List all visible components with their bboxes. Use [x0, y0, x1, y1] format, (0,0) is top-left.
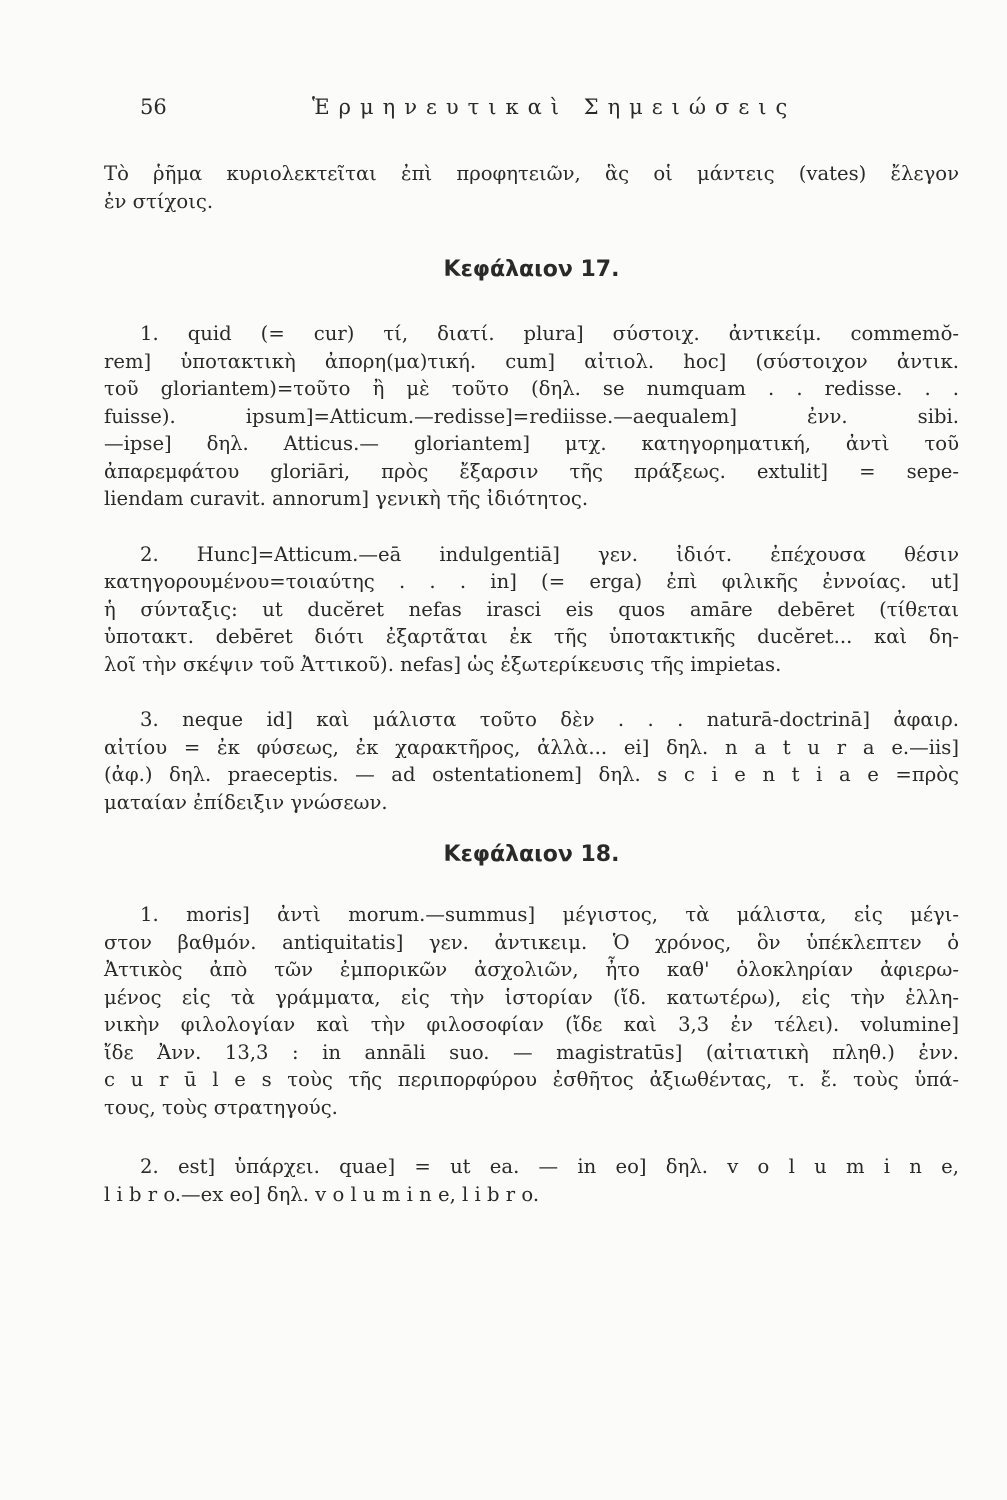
text-line: 1. moris] ἀντὶ morum.—summus] μέγιστος, τὰ μάλιστα, εἰς μέγι-: [140, 903, 959, 926]
text-line: ματαίαν ἐπίδειξιν γνώσεων.: [104, 790, 388, 814]
text-line: ἀπαρεμφάτου gloriāri, πρὸς ἔξαρσιν τῆς πράξεως. extulit] = sepe-: [104, 459, 959, 483]
paragraph: [104, 320, 959, 513]
text-line: τοῦ gloriantem)=τοῦτο ἢ μὲ τοῦτο (δηλ. se numquam . . redisse. . .: [104, 377, 959, 400]
text-line: 2. Hunc]=Atticum.—eā indulgentiā] γεν. ἰδιότ. ἐπέχουσα θέσιν: [140, 542, 959, 566]
text-line: (ἀφ.) δηλ. praeceptis. — ad ostentationem] δηλ. s c i e n t i a e =πρὸς: [104, 763, 959, 786]
intro-paragraph: [104, 160, 959, 215]
text-line: c u r ū l e s τοὺς τῆς περιπορφύρου ἐσθῆτος ἀξιωθέντας, τ. ἔ. τοὺς ὑπά-: [104, 1068, 959, 1091]
text-line: 3. neque id] καὶ μάλιστα τοῦτο δὲν . . . naturā-doctrinā] ἀφαιρ.: [140, 708, 959, 731]
text-line: μένος εἰς τὰ γράμματα, εἰς τὴν ἱστορίαν (ἴδ. κατωτέρω), εἰς τὴν ἑλλη-: [104, 985, 959, 1009]
text-line: Τὸ ῥῆμα κυριολεκτεῖται ἐπὶ προφητειῶν, ἃς οἱ μάντεις (vates) ἔλεγον: [104, 162, 959, 185]
text-line: Ἀττικὸς ἀπὸ τῶν ἐμπορικῶν ἀσχολιῶν, ἦτο καθ' ὁλοκληρίαν ἀφιερω-: [104, 958, 959, 981]
text-line: l i b r o.—ex eo] δηλ. v o l u m i n e, l i b r o.: [104, 1182, 540, 1206]
running-head: [140, 95, 820, 135]
text-line: ὑποτακτ. debēret διότι ἐξαρτᾶται ἐκ τῆς ὑποτακτικῆς ducĕret... καὶ δη-: [104, 625, 959, 648]
text-line: στον βαθμόν. antiquitatis] γεν. ἀντικειμ. Ὁ χρόνος, ὃν ὑπέκλεπτεν ὁ: [104, 930, 959, 954]
text-line: τους, τοὺς στρατηγούς.: [104, 1095, 338, 1119]
text-line: —ipse] δηλ. Atticus.— gloriantem] μτχ. κατηγορηματική, ἀντὶ τοῦ: [104, 432, 959, 455]
text-line: fuisse). ipsum]=Atticum.—redisse]=rediisse.—aequalem] ἐνν. sibi.: [104, 404, 959, 428]
paragraph: [104, 541, 959, 679]
text-line: ἐν στίχοις.: [104, 189, 214, 213]
text-line: rem] ὑποτακτικὴ ἀπορη(μα)τική. cum] αἰτιολ. hoc] (σύστοιχον ἀντικ.: [104, 349, 959, 373]
text-line: νικὴν φιλολογίαν καὶ τὴν φιλοσοφίαν (ἴδε καὶ 3,3 ἐν τέλει). volumine]: [104, 1013, 959, 1036]
text-line: liendam curavit. annorum] γενικὴ τῆς ἰδιότητος.: [104, 487, 589, 510]
running-title: Ἑρμηνευτικαὶ Σημειώσεις: [312, 95, 797, 119]
chapter-heading: Κεφάλαιον 18.: [443, 842, 620, 867]
body-text: [104, 160, 959, 1208]
text-line: 2. est] ὑπάρχει. quae] = ut ea. — in eo] δηλ. v o l u m i n e,: [140, 1155, 959, 1178]
text-line: κατηγορουμένου=τοιαύτης . . . in] (= erga) ἐπὶ φιλικῆς ἐννοίας. ut]: [104, 570, 959, 593]
paragraph: [104, 901, 959, 1121]
text-line: αἰτίου = ἐκ φύσεως, ἐκ χαρακτῆρος, ἀλλὰ... ei] δηλ. n a t u r a e.—iis]: [104, 735, 959, 759]
paragraph: [104, 1153, 959, 1208]
text-line: 1. quid (= cur) τί, διατί. plura] σύστοιχ. ἀντικείμ. commemŏ-: [140, 322, 959, 345]
paragraph: [104, 706, 959, 816]
page-number: 56: [140, 95, 167, 119]
text-line: ἴδε Ἀνν. 13,3 : in annāli suo. — magistratūs] (αἰτιατικὴ πληθ.) ἐνν.: [104, 1040, 959, 1064]
chapter-heading: Κεφάλαιον 17.: [443, 257, 620, 282]
text-line: λοῖ τὴν σκέψιν τοῦ Ἀττικοῦ). nefas] ὡς ἐξωτερίκευσις τῆς impietas.: [104, 652, 782, 676]
text-line: ἡ σύνταξις: ut ducĕret nefas irasci eis quos amāre debēret (τίθεται: [104, 597, 959, 621]
